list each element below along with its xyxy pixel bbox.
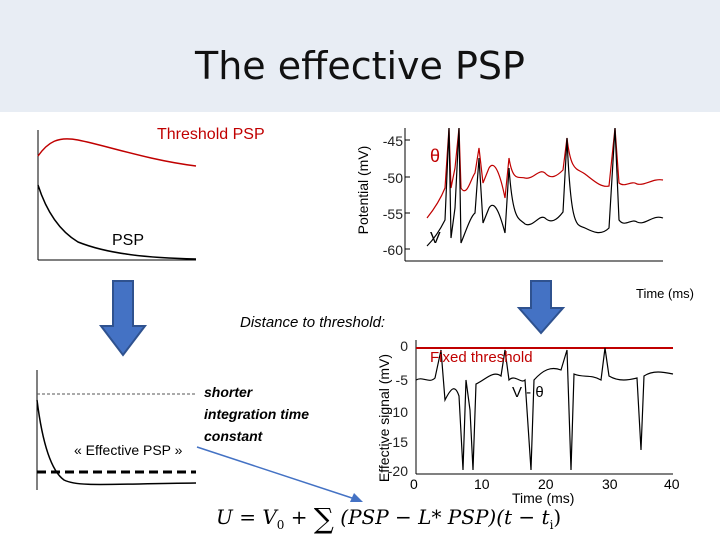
time-label: Time (ms): [636, 286, 695, 301]
effective-xtick-1: 10: [474, 476, 490, 492]
formula-close: ): [553, 505, 562, 529]
effective-xtick-3: 30: [602, 476, 618, 492]
effective-xlabel: Time (ms): [512, 490, 575, 506]
effective-tick-1: -5: [395, 372, 408, 388]
formula-plus: +: [290, 505, 308, 529]
effective-tick-0: 0: [400, 338, 408, 354]
formula: [216, 502, 561, 535]
right-down-arrow: [518, 280, 564, 334]
formula-v-sub: 0: [276, 518, 285, 532]
v-minus-theta-trace: [416, 348, 673, 470]
effective-xtick-2: 20: [538, 476, 554, 492]
fixed-threshold-label: Fixed threshold: [430, 349, 533, 366]
threshold-trace: [427, 128, 663, 218]
potential-tick-3: -60: [382, 242, 403, 258]
effective-tick-4: -20: [387, 463, 408, 479]
potential-tick-0: -45: [382, 133, 403, 149]
voltage-trace: [427, 128, 663, 246]
formula-sum: ∑: [313, 502, 334, 535]
threshold-psp-label: Threshold PSP: [157, 126, 265, 143]
theta-label: θ: [430, 146, 441, 166]
formula-sub-i: i: [549, 518, 554, 532]
annotation-line1: shorter: [204, 384, 253, 400]
v-minus-theta-label: V - θ: [512, 384, 544, 401]
effective-psp-label: « Effective PSP »: [74, 442, 183, 458]
formula-lhs: U: [216, 505, 233, 529]
formula-v: V: [262, 505, 277, 529]
left-down-arrow: [100, 280, 146, 356]
effective-tick-2: -10: [387, 404, 408, 420]
effective-tick-3: -15: [387, 434, 408, 450]
annotation-line3: constant: [204, 428, 263, 444]
effective-psp-plot: [36, 370, 198, 492]
effective-signal-ylabel: Effective signal (mV): [376, 353, 392, 483]
effective-xtick-4: 40: [664, 476, 680, 492]
effective-xtick-0: 0: [410, 476, 418, 492]
formula-body: (PSP − L* PSP)(t − t: [340, 505, 550, 529]
potential-trace-plot: [405, 128, 665, 262]
formula-eq: =: [239, 505, 256, 529]
annotation-arrow: [195, 445, 370, 505]
v-label: V: [430, 230, 441, 247]
slide-title: The effective PSP: [195, 44, 525, 88]
psp-label: PSP: [112, 232, 145, 249]
potential-ylabel: Potential (mV): [355, 145, 371, 235]
distance-to-threshold-label: Distance to threshold:: [240, 314, 386, 331]
annotation-line2: integration time: [204, 406, 310, 422]
potential-tick-2: -55: [382, 206, 403, 222]
potential-tick-1: -50: [382, 170, 403, 186]
